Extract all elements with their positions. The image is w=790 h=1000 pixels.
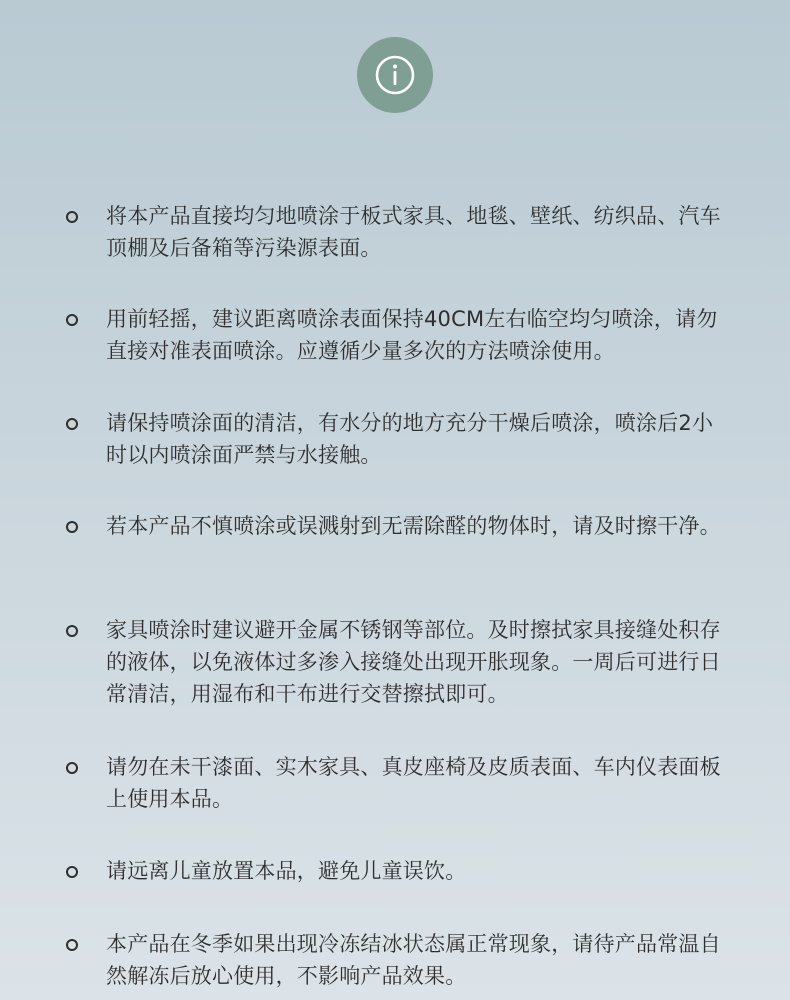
- bullet-icon: [66, 939, 78, 951]
- notice-text: 若本产品不慎喷涂或误溅射到无需除醛的物体时，请及时擦干净。: [106, 514, 721, 538]
- bullet-icon: [66, 521, 78, 533]
- notice-text: 将本产品直接均匀地喷涂于板式家具、地毯、壁纸、纺织品、汽车顶棚及后备箱等污染源表面。: [106, 204, 721, 260]
- notice-text: 请保持喷涂面的清洁，有水分的地方充分干燥后喷涂，喷涂后2小时以内喷涂面严禁与水接触。: [106, 411, 714, 467]
- bullet-icon: [66, 625, 78, 637]
- bullet-icon: [66, 314, 78, 326]
- info-badge: [357, 37, 433, 113]
- bullet-icon: [66, 866, 78, 878]
- notice-text: 请勿在未干漆面、实木家具、真皮座椅及皮质表面、车内仪表面板上使用本品。: [106, 755, 721, 811]
- bullet-icon: [66, 418, 78, 430]
- bullet-icon: [66, 211, 78, 223]
- bullet-icon: [66, 762, 78, 774]
- notice-text: 请远离儿童放置本品，避免儿童误饮。: [106, 859, 467, 883]
- notice-text: 本产品在冬季如果出现冷冻结冰状态属正常现象，请待产品常温自然解冻后放心使用，不影响产品效果。: [106, 932, 721, 988]
- notice-text: 家具喷涂时建议避开金属不锈钢等部位。及时擦拭家具接缝处积存的液体，以免液体过多渗入接缝处出现开胀现象。一周后可进行日常清洁，用湿布和干布进行交替擦拭即可。: [106, 618, 721, 706]
- info-icon: [374, 54, 416, 96]
- notice-text: 用前轻摇，建议距离喷涂表面保持40CM左右临空均匀喷涂，请勿直接对准表面喷涂。应遵循少量多次的方法喷涂使用。: [106, 307, 718, 363]
